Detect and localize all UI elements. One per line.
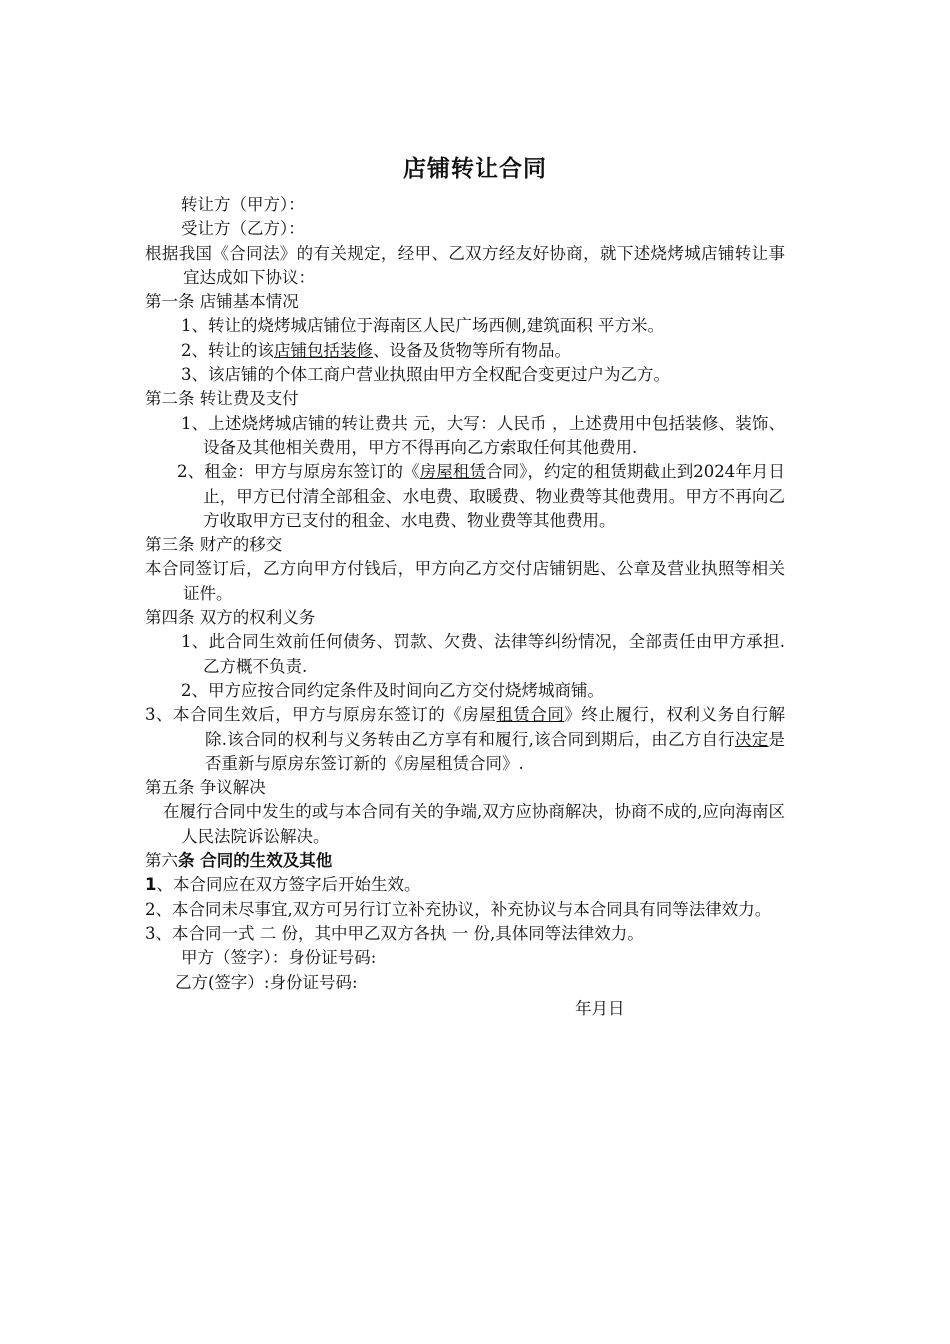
- article-6-item-3: 3、本合同一式 二 份，其中甲乙双方各执 一 份,具体同等法律效力。: [145, 923, 644, 943]
- article-2-item-2: 2、租金：甲方与原房东签订的《房屋租赁合同》，约定的租赁期截止到2024年月日止，甲方已付清全部租金、水电费、取暖费、物业费等其他费用。甲方不再向乙方收取甲方已支付的租金、水电费、物业费等其他费用。: [177, 462, 786, 530]
- article-4-item-2: 2、甲方应按合同约定条件及时间向乙方交付烧烤城商铺。: [181, 680, 604, 700]
- article-1-heading: 第一条 店铺基本情况: [145, 292, 299, 312]
- article-6-item-1: 1、本合同应在双方签字后开始生效。: [145, 875, 421, 895]
- signature-date: 年月日: [575, 998, 625, 1018]
- article-2-heading: 第二条 转让费及支付: [145, 389, 299, 409]
- article-5-heading: 第五条 争议解决: [145, 778, 266, 798]
- article-3-heading: 第三条 财产的移交: [145, 535, 283, 555]
- article-6-heading: 第六条 合同的生效及其他: [145, 851, 333, 871]
- transferor-line: 转让方（甲方）：: [181, 195, 305, 214]
- party-b-signature: 乙方(签字）:身份证号码:: [175, 972, 358, 992]
- article-1-item-1: 1、转让的烧烤城店铺位于海南区人民广场西侧,建筑面积 平方米。: [181, 316, 664, 336]
- article-3-text: 本合同签订后，乙方向甲方付钱后，甲方向乙方交付店铺钥匙、公章及营业执照等相关证件。: [145, 559, 785, 603]
- article-4-heading: 第四条 双方的权利义务: [145, 608, 316, 628]
- transferee-line: 受让方（乙方）：: [181, 219, 305, 239]
- document-title: 店铺转让合同: [403, 156, 547, 182]
- article-4-item-1: 1、此合同生效前任何债务、罚款、欠费、法律等纠纷情况，全部责任由甲方承担.乙方概不负责.: [181, 632, 785, 676]
- preamble: 根据我国《合同法》的有关规定，经甲、乙双方经友好协商，就下述烧烤城店铺转让事宜达成如下协议：: [145, 243, 785, 287]
- article-2-item-1: 1、上述烧烤城店铺的转让费共 元，大写：人民币 ，上述费用中包括装修、装饰、设备及其他相关费用，甲方不得再向乙方索取任何其他费用.: [181, 413, 785, 457]
- document-body: [145, 193, 785, 1021]
- article-6-item-2: 2、本合同未尽事宜,双方可另行订立补充协议，补充协议与本合同具有同等法律效力。: [145, 899, 772, 919]
- article-5-text: 在履行合同中发生的或与本合同有关的争端,双方应协商解决，协商不成的,应向海南区人民法院诉讼解决。: [163, 802, 785, 846]
- party-a-signature: 甲方（签字）：身份证号码:: [181, 948, 377, 968]
- article-1-item-2: 2、转让的该店铺包括装修、设备及货物等所有物品。: [181, 340, 571, 360]
- article-4-item-3: 3、本合同生效后，甲方与原房东签订的《房屋租赁合同》终止履行，权利义务自行解除.该合同的权利与义务转由乙方享有和履行,该合同到期后，由乙方自行决定是否重新与原房东签订新的《房屋租赁合同》.: [145, 705, 786, 773]
- article-1-item-3: 3、该店铺的个体工商户营业执照由甲方全权配合变更过户为乙方。: [181, 365, 670, 385]
